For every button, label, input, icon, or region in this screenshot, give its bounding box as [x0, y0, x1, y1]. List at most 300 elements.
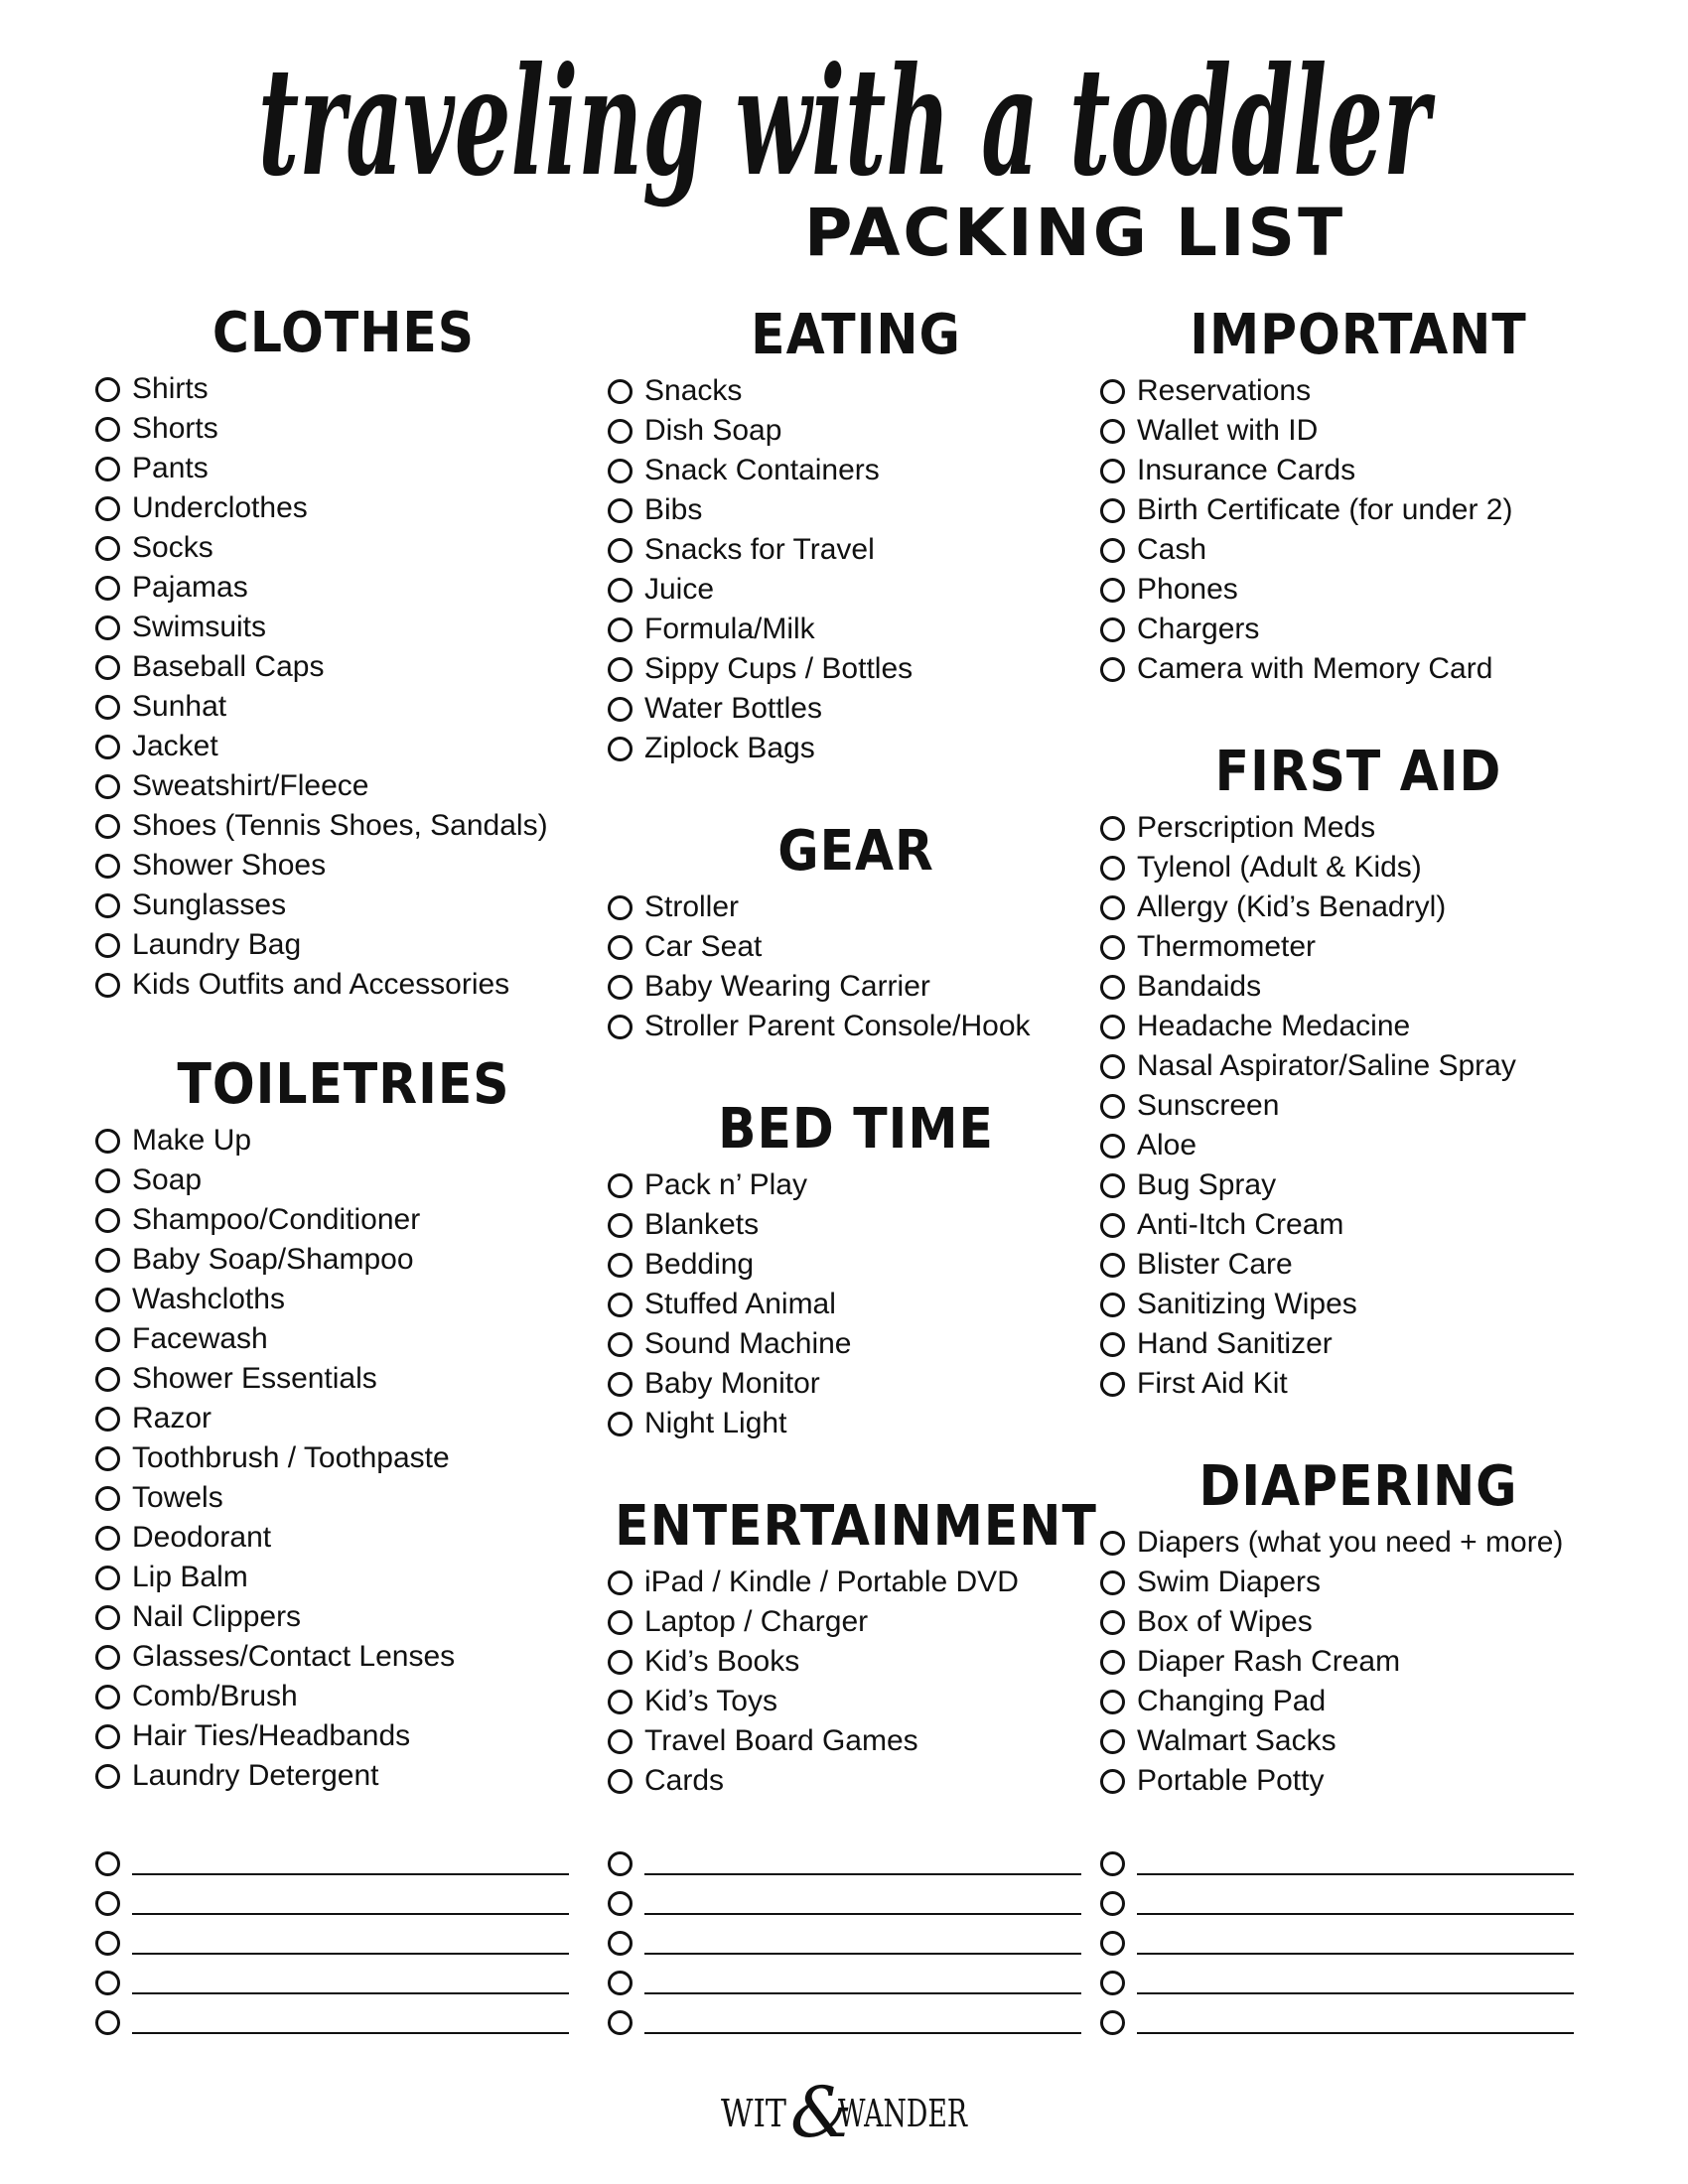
checkbox-circle-icon[interactable] — [608, 617, 633, 642]
checkbox-circle-icon[interactable] — [608, 1690, 633, 1714]
checkbox-circle-icon[interactable] — [1100, 419, 1125, 444]
checklist-item[interactable] — [1100, 530, 1617, 570]
checklist-item[interactable] — [608, 530, 1104, 570]
section-heading: CLOTHES — [211, 301, 476, 365]
checklist-item[interactable] — [95, 1597, 592, 1637]
write-in-line[interactable] — [644, 1992, 1081, 1994]
checklist-item[interactable] — [1100, 808, 1617, 848]
checklist-item[interactable] — [95, 1478, 592, 1518]
checkbox-circle-icon[interactable] — [608, 1851, 633, 1876]
checkbox-circle-icon[interactable] — [608, 1253, 633, 1278]
checklist-item[interactable] — [1100, 610, 1617, 649]
checklist-item[interactable] — [95, 1558, 592, 1597]
checkbox-circle-icon[interactable] — [608, 737, 633, 761]
checkbox-circle-icon[interactable] — [95, 576, 120, 601]
blank-lines — [608, 1843, 1104, 2042]
write-in-line[interactable] — [1137, 2032, 1574, 2034]
checklist-item[interactable] — [608, 1324, 1104, 1364]
checklist-item[interactable] — [95, 1121, 592, 1160]
checklist-item[interactable] — [95, 965, 592, 1005]
checkbox-circle-icon[interactable] — [1100, 1650, 1125, 1675]
checkbox-circle-icon[interactable] — [608, 657, 633, 682]
checkbox-circle-icon[interactable] — [95, 1288, 120, 1312]
checklist-item[interactable] — [1100, 887, 1617, 927]
blank-entry[interactable] — [608, 1843, 1104, 1883]
checkbox-circle-icon[interactable] — [1100, 617, 1125, 642]
section-heading: DIAPERING — [1198, 1454, 1518, 1519]
blank-entry[interactable] — [95, 2002, 592, 2042]
checklist-item[interactable] — [95, 1756, 592, 1796]
checkbox-circle-icon[interactable] — [95, 655, 120, 680]
checklist-item[interactable] — [608, 1007, 1104, 1046]
checklist-item[interactable] — [1100, 451, 1617, 490]
checklist-item[interactable] — [608, 451, 1104, 490]
checkbox-circle-icon[interactable] — [95, 1685, 120, 1709]
checkbox-circle-icon[interactable] — [1100, 657, 1125, 682]
checkbox-circle-icon[interactable] — [1100, 935, 1125, 960]
item-label: Dish Soap — [644, 414, 782, 447]
checkbox-circle-icon[interactable] — [608, 419, 633, 444]
checkbox-circle-icon[interactable] — [95, 615, 120, 640]
checklist-item[interactable] — [95, 1677, 592, 1716]
checklist-item[interactable] — [608, 1364, 1104, 1404]
checkbox-circle-icon[interactable] — [608, 379, 633, 404]
write-in-line[interactable] — [1137, 1953, 1574, 1955]
checkbox-circle-icon[interactable] — [608, 1650, 633, 1675]
checklist-item[interactable] — [608, 570, 1104, 610]
checklist-item[interactable] — [608, 927, 1104, 967]
checkbox-circle-icon[interactable] — [95, 893, 120, 918]
item-label: Shampoo/Conditioner — [132, 1203, 421, 1236]
checklist-item[interactable] — [95, 1200, 592, 1240]
checkbox-circle-icon[interactable] — [95, 496, 120, 521]
blank-lines — [95, 1843, 592, 2042]
checklist-item[interactable] — [95, 1399, 592, 1438]
checklist — [608, 887, 1104, 1046]
checkbox-circle-icon[interactable] — [608, 975, 633, 1000]
item-label: Glasses/Contact Lenses — [132, 1640, 456, 1673]
checklist-item[interactable] — [95, 687, 592, 727]
checkbox-circle-icon[interactable] — [1100, 578, 1125, 603]
logo-text-left: WIT — [721, 2092, 786, 2135]
checkbox-circle-icon[interactable] — [1100, 1332, 1125, 1357]
write-in-line[interactable] — [1137, 1992, 1574, 1994]
checkbox-circle-icon[interactable] — [1100, 895, 1125, 920]
item-label: Bug Spray — [1137, 1168, 1277, 1201]
checklist-item[interactable] — [95, 647, 592, 687]
checkbox-circle-icon[interactable] — [1100, 1570, 1125, 1595]
checklist-item[interactable] — [1100, 1602, 1617, 1642]
checkbox-circle-icon[interactable] — [1100, 1729, 1125, 1754]
checklist-item[interactable] — [1100, 411, 1617, 451]
checklist-item[interactable] — [95, 925, 592, 965]
checklist — [608, 1165, 1104, 1443]
checklist-item[interactable] — [95, 1518, 592, 1558]
checkbox-circle-icon[interactable] — [1100, 1931, 1125, 1956]
checkbox-circle-icon[interactable] — [95, 1446, 120, 1471]
checkbox-circle-icon[interactable] — [1100, 379, 1125, 404]
checklist — [608, 371, 1104, 768]
item-label: Nasal Aspirator/Saline Spray — [1137, 1049, 1516, 1082]
blank-entry[interactable] — [1100, 1843, 1617, 1883]
item-label: Reservations — [1137, 374, 1312, 407]
checklist-item[interactable] — [608, 1642, 1104, 1682]
blank-entry[interactable] — [608, 1963, 1104, 2002]
checklist-item[interactable] — [1100, 927, 1617, 967]
item-label: iPad / Kindle / Portable DVD — [644, 1566, 1019, 1598]
item-label: Stroller Parent Console/Hook — [644, 1010, 1031, 1042]
item-label: Blankets — [644, 1208, 760, 1241]
checkbox-circle-icon[interactable] — [95, 1168, 120, 1193]
item-label: Travel Board Games — [644, 1724, 918, 1757]
checkbox-circle-icon[interactable] — [95, 735, 120, 759]
section-eating — [608, 300, 1104, 768]
item-label: Headache Medacine — [1137, 1010, 1411, 1042]
write-in-line[interactable] — [644, 1913, 1081, 1915]
checkbox-circle-icon[interactable] — [1100, 1610, 1125, 1635]
checkbox-circle-icon[interactable] — [608, 1213, 633, 1238]
checklist-item[interactable] — [608, 1404, 1104, 1443]
checklist-item[interactable] — [1100, 490, 1617, 530]
checklist-item[interactable] — [1100, 649, 1617, 689]
column-right — [1100, 0, 1617, 2184]
column-left — [95, 0, 592, 2184]
item-label: Towels — [132, 1481, 223, 1514]
checklist-item[interactable] — [608, 967, 1104, 1007]
checkbox-circle-icon[interactable] — [1100, 1213, 1125, 1238]
item-label: Diapers (what you need + more) — [1137, 1526, 1564, 1559]
checkbox-circle-icon[interactable] — [1100, 1531, 1125, 1556]
checkbox-circle-icon[interactable] — [95, 1645, 120, 1670]
checkbox-circle-icon[interactable] — [608, 1971, 633, 1995]
checklist — [95, 1121, 592, 1796]
item-label: Swim Diapers — [1137, 1566, 1322, 1598]
checkbox-circle-icon[interactable] — [95, 1851, 120, 1876]
checklist-item[interactable] — [608, 1285, 1104, 1324]
item-label: Swimsuits — [132, 611, 267, 643]
checklist — [95, 369, 592, 1005]
checklist-item[interactable] — [95, 369, 592, 409]
blank-entry[interactable] — [95, 1923, 592, 1963]
checkbox-circle-icon[interactable] — [95, 1248, 120, 1273]
checklist-item[interactable] — [608, 1205, 1104, 1245]
checklist-item[interactable] — [1100, 1721, 1617, 1761]
item-label: Perscription Meds — [1137, 811, 1376, 844]
checkbox-circle-icon[interactable] — [1100, 1173, 1125, 1198]
column-middle — [608, 0, 1104, 2184]
checklist-item[interactable] — [95, 1716, 592, 1756]
checkbox-circle-icon[interactable] — [608, 935, 633, 960]
blank-entry[interactable] — [608, 2002, 1104, 2042]
title-script-text: traveling with a toddler — [258, 35, 1436, 209]
blank-entry[interactable] — [608, 1883, 1104, 1923]
checkbox-circle-icon[interactable] — [1100, 1054, 1125, 1079]
blank-entry[interactable] — [608, 1923, 1104, 1963]
checkbox-circle-icon[interactable] — [608, 1332, 633, 1357]
blank-entry[interactable] — [1100, 1883, 1617, 1923]
checklist-item[interactable] — [95, 727, 592, 766]
item-label: Thermometer — [1137, 930, 1317, 963]
checkbox-circle-icon[interactable] — [608, 1769, 633, 1794]
checklist-item[interactable] — [608, 1245, 1104, 1285]
checkbox-circle-icon[interactable] — [1100, 1253, 1125, 1278]
checklist-item[interactable] — [608, 1563, 1104, 1602]
checklist-item[interactable] — [95, 1160, 592, 1200]
checklist-item[interactable] — [95, 409, 592, 449]
checkbox-circle-icon[interactable] — [95, 774, 120, 799]
checkbox-circle-icon[interactable] — [95, 1724, 120, 1749]
item-label: Lip Balm — [132, 1561, 248, 1593]
checkbox-circle-icon[interactable] — [608, 697, 633, 722]
checklist-item[interactable] — [95, 1637, 592, 1677]
checkbox-circle-icon[interactable] — [95, 417, 120, 442]
checkbox-circle-icon[interactable] — [1100, 538, 1125, 563]
checkbox-circle-icon[interactable] — [95, 973, 120, 998]
checklist-item[interactable] — [1100, 1205, 1617, 1245]
checklist-item[interactable] — [1100, 1563, 1617, 1602]
item-label: Pants — [132, 452, 209, 484]
checkbox-circle-icon[interactable] — [95, 1605, 120, 1630]
checkbox-circle-icon[interactable] — [1100, 1293, 1125, 1317]
checklist-item[interactable] — [95, 568, 592, 608]
item-label: Bandaids — [1137, 970, 1262, 1003]
item-label: Pack n’ Play — [644, 1168, 807, 1201]
checkbox-circle-icon[interactable] — [95, 1208, 120, 1233]
section-important — [1100, 300, 1617, 689]
write-in-line[interactable] — [132, 2032, 569, 2034]
checkbox-circle-icon[interactable] — [95, 1931, 120, 1956]
checklist-item[interactable] — [1100, 848, 1617, 887]
checkbox-circle-icon[interactable] — [95, 1971, 120, 1995]
checklist-item[interactable] — [608, 689, 1104, 729]
section-gear — [608, 816, 1104, 1046]
checkbox-circle-icon[interactable] — [1100, 975, 1125, 1000]
item-label: Toothbrush / Toothpaste — [132, 1441, 450, 1474]
checklist-item[interactable] — [95, 1319, 592, 1359]
checkbox-circle-icon[interactable] — [95, 1891, 120, 1916]
write-in-line[interactable] — [132, 1873, 569, 1875]
checklist-item[interactable] — [608, 649, 1104, 689]
checklist-item[interactable] — [1100, 1086, 1617, 1126]
checklist-item[interactable] — [1100, 1642, 1617, 1682]
item-label: Anti-Itch Cream — [1137, 1208, 1344, 1241]
checkbox-circle-icon[interactable] — [608, 1173, 633, 1198]
section-heading: EATING — [751, 303, 961, 367]
blank-entry[interactable] — [95, 1963, 592, 2002]
item-label: Sunscreen — [1137, 1089, 1280, 1122]
checklist-item[interactable] — [608, 371, 1104, 411]
item-label: Ziplock Bags — [644, 732, 815, 764]
checklist-item[interactable] — [95, 1240, 592, 1280]
checklist-item[interactable] — [95, 806, 592, 846]
item-label: Laundry Bag — [132, 928, 302, 961]
checklist-item[interactable] — [1100, 1761, 1617, 1801]
checklist-item[interactable] — [608, 1761, 1104, 1801]
checkbox-circle-icon[interactable] — [1100, 816, 1125, 841]
checkbox-circle-icon[interactable] — [95, 1566, 120, 1590]
checkbox-circle-icon[interactable] — [1100, 498, 1125, 523]
checkbox-circle-icon[interactable] — [95, 457, 120, 481]
checklist-item[interactable] — [95, 766, 592, 806]
write-in-line[interactable] — [644, 1953, 1081, 1955]
blank-entry[interactable] — [95, 1883, 592, 1923]
write-in-line[interactable] — [1137, 1913, 1574, 1915]
checklist — [608, 1563, 1104, 1801]
checkbox-circle-icon[interactable] — [95, 1526, 120, 1551]
checkbox-circle-icon[interactable] — [608, 498, 633, 523]
item-label: Stroller — [644, 890, 740, 923]
checklist-item[interactable] — [1100, 1364, 1617, 1404]
item-label: Sunglasses — [132, 888, 287, 921]
item-label: Phones — [1137, 573, 1238, 606]
checkbox-circle-icon[interactable] — [608, 1372, 633, 1397]
checkbox-circle-icon[interactable] — [1100, 459, 1125, 483]
item-label: Kid’s Toys — [644, 1685, 777, 1717]
checkbox-circle-icon[interactable] — [95, 933, 120, 958]
section-first-aid — [1100, 737, 1617, 1404]
item-label: Water Bottles — [644, 692, 822, 725]
blank-entry[interactable] — [1100, 1923, 1617, 1963]
checkbox-circle-icon[interactable] — [1100, 1015, 1125, 1039]
checkbox-circle-icon[interactable] — [95, 854, 120, 879]
checkbox-circle-icon[interactable] — [95, 1407, 120, 1432]
checkbox-circle-icon[interactable] — [1100, 856, 1125, 881]
section-entertainment — [608, 1491, 1104, 1801]
checklist-item[interactable] — [608, 490, 1104, 530]
section-clothes — [95, 298, 592, 1005]
item-label: Box of Wipes — [1137, 1605, 1313, 1638]
item-label: Blister Care — [1137, 1248, 1293, 1281]
checkbox-circle-icon[interactable] — [95, 814, 120, 839]
checkbox-circle-icon[interactable] — [608, 1015, 633, 1039]
checkbox-circle-icon[interactable] — [1100, 1971, 1125, 1995]
write-in-line[interactable] — [644, 1873, 1081, 1875]
checkbox-circle-icon[interactable] — [1100, 1851, 1125, 1876]
item-label: Sweatshirt/Fleece — [132, 769, 369, 802]
item-label: Portable Potty — [1137, 1764, 1325, 1797]
checklist-item[interactable] — [95, 1359, 592, 1399]
checkbox-circle-icon[interactable] — [608, 1570, 633, 1595]
item-label: Sanitizing Wipes — [1137, 1288, 1357, 1320]
checkbox-circle-icon[interactable] — [608, 1891, 633, 1916]
checkbox-circle-icon[interactable] — [608, 1610, 633, 1635]
item-label: Cash — [1137, 533, 1207, 566]
checkbox-circle-icon[interactable] — [608, 2010, 633, 2035]
checklist-item[interactable] — [608, 1721, 1104, 1761]
item-label: Juice — [644, 573, 715, 606]
write-in-line[interactable] — [132, 1992, 569, 1994]
blank-entry[interactable] — [1100, 2002, 1617, 2042]
checklist-item[interactable] — [1100, 570, 1617, 610]
section-heading: IMPORTANT — [1190, 303, 1527, 367]
checklist-item[interactable] — [95, 528, 592, 568]
checklist-item[interactable] — [1100, 1285, 1617, 1324]
checkbox-circle-icon[interactable] — [1100, 1891, 1125, 1916]
item-label: Bedding — [644, 1248, 755, 1281]
checkbox-circle-icon[interactable] — [608, 538, 633, 563]
blank-entry[interactable] — [1100, 1963, 1617, 2002]
checklist-item[interactable] — [608, 610, 1104, 649]
checklist — [1100, 808, 1617, 1404]
item-label: Shirts — [132, 372, 209, 405]
item-label: Cards — [644, 1764, 725, 1797]
item-label: Snacks for Travel — [644, 533, 875, 566]
checklist-item[interactable] — [608, 411, 1104, 451]
checklist-item[interactable] — [95, 1280, 592, 1319]
checklist-item[interactable] — [1100, 1007, 1617, 1046]
checklist-item[interactable] — [95, 886, 592, 925]
checkbox-circle-icon[interactable] — [608, 895, 633, 920]
checklist-item[interactable] — [608, 729, 1104, 768]
item-label: Aloe — [1137, 1129, 1197, 1161]
checklist-item[interactable] — [1100, 967, 1617, 1007]
checklist-item[interactable] — [1100, 1126, 1617, 1165]
checkbox-circle-icon[interactable] — [95, 2010, 120, 2035]
checkbox-circle-icon[interactable] — [1100, 1134, 1125, 1159]
write-in-line[interactable] — [644, 2032, 1081, 2034]
checkbox-circle-icon[interactable] — [95, 377, 120, 402]
checkbox-circle-icon[interactable] — [95, 1486, 120, 1511]
checkbox-circle-icon[interactable] — [1100, 1690, 1125, 1714]
checklist-item[interactable] — [1100, 1245, 1617, 1285]
checklist-item[interactable] — [1100, 1046, 1617, 1086]
write-in-line[interactable] — [132, 1913, 569, 1915]
checklist-item[interactable] — [1100, 371, 1617, 411]
checkbox-circle-icon[interactable] — [95, 695, 120, 720]
checkbox-circle-icon[interactable] — [95, 1764, 120, 1789]
checklist-item[interactable] — [95, 846, 592, 886]
checklist-item[interactable] — [1100, 1682, 1617, 1721]
checklist-item[interactable] — [608, 887, 1104, 927]
item-label: Baby Wearing Carrier — [644, 970, 930, 1003]
write-in-line[interactable] — [1137, 1873, 1574, 1875]
checklist-item[interactable] — [1100, 1523, 1617, 1563]
checklist — [1100, 371, 1617, 689]
checklist-item[interactable] — [608, 1602, 1104, 1642]
item-label: Jacket — [132, 730, 218, 762]
checkbox-circle-icon[interactable] — [1100, 1372, 1125, 1397]
write-in-line[interactable] — [132, 1953, 569, 1955]
checkbox-circle-icon[interactable] — [95, 1327, 120, 1352]
checkbox-circle-icon[interactable] — [1100, 1769, 1125, 1794]
checkbox-circle-icon[interactable] — [608, 578, 633, 603]
item-label: Bibs — [644, 493, 703, 526]
checklist-item[interactable] — [1100, 1165, 1617, 1205]
checklist-item[interactable] — [95, 608, 592, 647]
checkbox-circle-icon[interactable] — [95, 1129, 120, 1154]
item-label: Wallet with ID — [1137, 414, 1319, 447]
checkbox-circle-icon[interactable] — [608, 1931, 633, 1956]
item-label: Insurance Cards — [1137, 454, 1356, 486]
checkbox-circle-icon[interactable] — [608, 1293, 633, 1317]
checklist-item[interactable] — [95, 449, 592, 488]
checkbox-circle-icon[interactable] — [608, 1412, 633, 1436]
checkbox-circle-icon[interactable] — [95, 1367, 120, 1392]
item-label: First Aid Kit — [1137, 1367, 1288, 1400]
checklist-item[interactable] — [95, 488, 592, 528]
checkbox-circle-icon[interactable] — [95, 536, 120, 561]
checkbox-circle-icon[interactable] — [1100, 1094, 1125, 1119]
checklist-item[interactable] — [608, 1682, 1104, 1721]
checkbox-circle-icon[interactable] — [1100, 2010, 1125, 2035]
checkbox-circle-icon[interactable] — [608, 1729, 633, 1754]
checklist-item[interactable] — [608, 1165, 1104, 1205]
checklist-item[interactable] — [1100, 1324, 1617, 1364]
blank-entry[interactable] — [95, 1843, 592, 1883]
checkbox-circle-icon[interactable] — [608, 459, 633, 483]
item-label: Pajamas — [132, 571, 248, 604]
checklist-item[interactable] — [95, 1438, 592, 1478]
